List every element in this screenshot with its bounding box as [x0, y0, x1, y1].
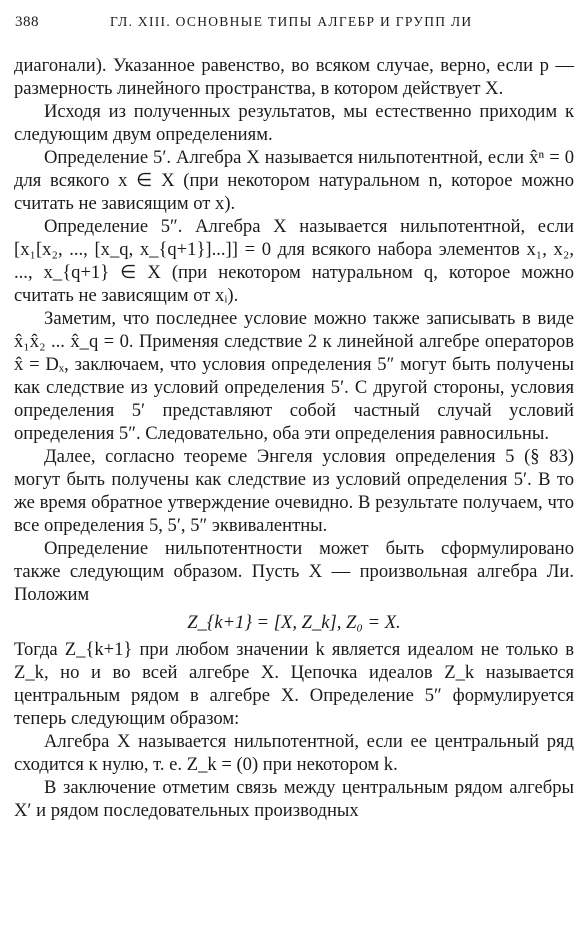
- paragraph-continuation: диагонали). Указанное равенство, во всяком случае, верно, если p — размерность линейного пространства, в котором действует X.: [14, 55, 574, 99]
- paragraph: Тогда Z_{k+1} при любом значении k является идеалом не только в Z_k, но и во всей алгебре X. Цепочка идеалов Z_k называется центральным рядом в алгебре X. Определение 5″ формулируется теперь следующим образом:: [14, 639, 574, 729]
- paragraph: Определение нильпотентности может быть сформулировано также следующим образом. Пусть X — произвольная алгебра Ли. Положим: [14, 538, 574, 605]
- paragraph: Далее, согласно теореме Энгеля условия определения 5 (§ 83) могут быть получены как следствие из условий определения 5′. В то же время обратное утверждение очевидно. В результате получаем, что все определения 5, 5′, 5″ эквивалентны.: [14, 446, 574, 536]
- display-formula: Z_{k+1} = [X, Z_k], Z₀ = X.: [187, 612, 401, 633]
- page-header: [15, 14, 570, 34]
- paragraph: Исходя из полученных результатов, мы естественно приходим к следующим двум определениям.: [14, 101, 574, 145]
- paragraph: Алгебра X называется нильпотентной, если ее центральный ряд сходится к нулю, т. е. Z_k = (0) при некотором k.: [14, 731, 574, 775]
- definition-5-prime: Определение 5′. Алгебра X называется нильпотентной, если x̂ⁿ = 0 для всякого x ∈ X (при некотором натуральном n, которое можно считать не зависящим от x).: [14, 147, 574, 214]
- paragraph: В заключение отметим связь между центральным рядом алгебры X′ и рядом последовательных производных: [14, 777, 574, 821]
- paragraph: Заметим, что последнее условие можно также записывать в виде x̂₁x̂₂ ... x̂_q = 0. Применяя следствие 2 к линейной алгебре операторов x̂ = Dₓ, заключаем, что условия определения 5″ могут быть получены как следствие из условий определения 5′. С другой стороны, условия определения 5′ представляют собой частный случай условий определения 5″. Следовательно, оба эти определения равносильны.: [14, 308, 574, 444]
- page-number: 388: [15, 14, 39, 30]
- running-title: ГЛ. XIII. ОСНОВНЫЕ ТИПЫ АЛГЕБР И ГРУПП ЛИ: [110, 14, 473, 29]
- body-text: [14, 54, 574, 822]
- definition-5-double-prime: Определение 5″. Алгебра X называется нильпотентной, если [x₁[x₂, ..., [x_q, x_{q+1}]...]] = 0 для всякого набора элементов x₁, x₂, ..., x_{q+1} ∈ X (при некотором натуральном q, которое можно считать не зависящим от xᵢ).: [14, 216, 574, 306]
